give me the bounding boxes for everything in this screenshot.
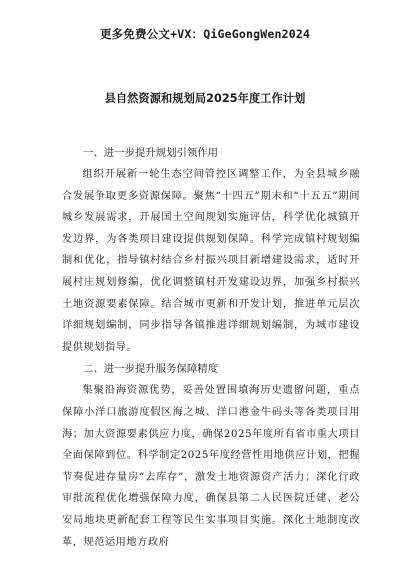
section-heading-2: 二、进一步提升服务保障精度	[83, 363, 219, 376]
section-paragraph-1: 组织开展新一轮生态空间管控区调整工作，为全县城乡融合发展争取更多资源保障。聚焦“十四五”期末和“十五五”期间城乡发展需求，开展国土空间规划实施评估，科学优化城镇开发边界，为各类项目建设提供规划保障。科学完成镇村规划编制和优化，指导镇村结合乡村振兴项目新增建设需求，适时开展村庄规划修编，优化调整镇村开发建设边界，加强乡村振兴土地资源要素保障。结合城市更新和开发计划，推进单元层次详细规划编制，同步指导各镇推进详细规划编制，为城市建设提供规划指导。	[62, 169, 360, 353]
document-title: 县自然资源和规划局2025年度工作计划	[104, 92, 306, 105]
section-heading-1: 一、进一步提升规划引领作用	[83, 147, 219, 159]
document-body	[62, 142, 360, 553]
section-paragraph-2: 集聚沿海资源优势，妥善处置围填海历史遗留问题，重点保障小洋口旅游度假区海之城、洋口港金牛码头等各类项目用海；加大资源要素供应力度，确保2025年度所有省市重大项目全面保障到位。科学制定2025年度经营性用地供应计划，把握节奏促进存量房“去库存”，激发土地资源资产活力；深化行政审批流程优化增强保障力度，确保县第二人民医院迁建、老公安局地块更新配套工程等民生实事项目实施。深化土地制度改革，规范运用地方政府	[62, 385, 360, 548]
header-banner: 更多免费公文+VX：QiGeGongWen2024	[99, 27, 311, 41]
